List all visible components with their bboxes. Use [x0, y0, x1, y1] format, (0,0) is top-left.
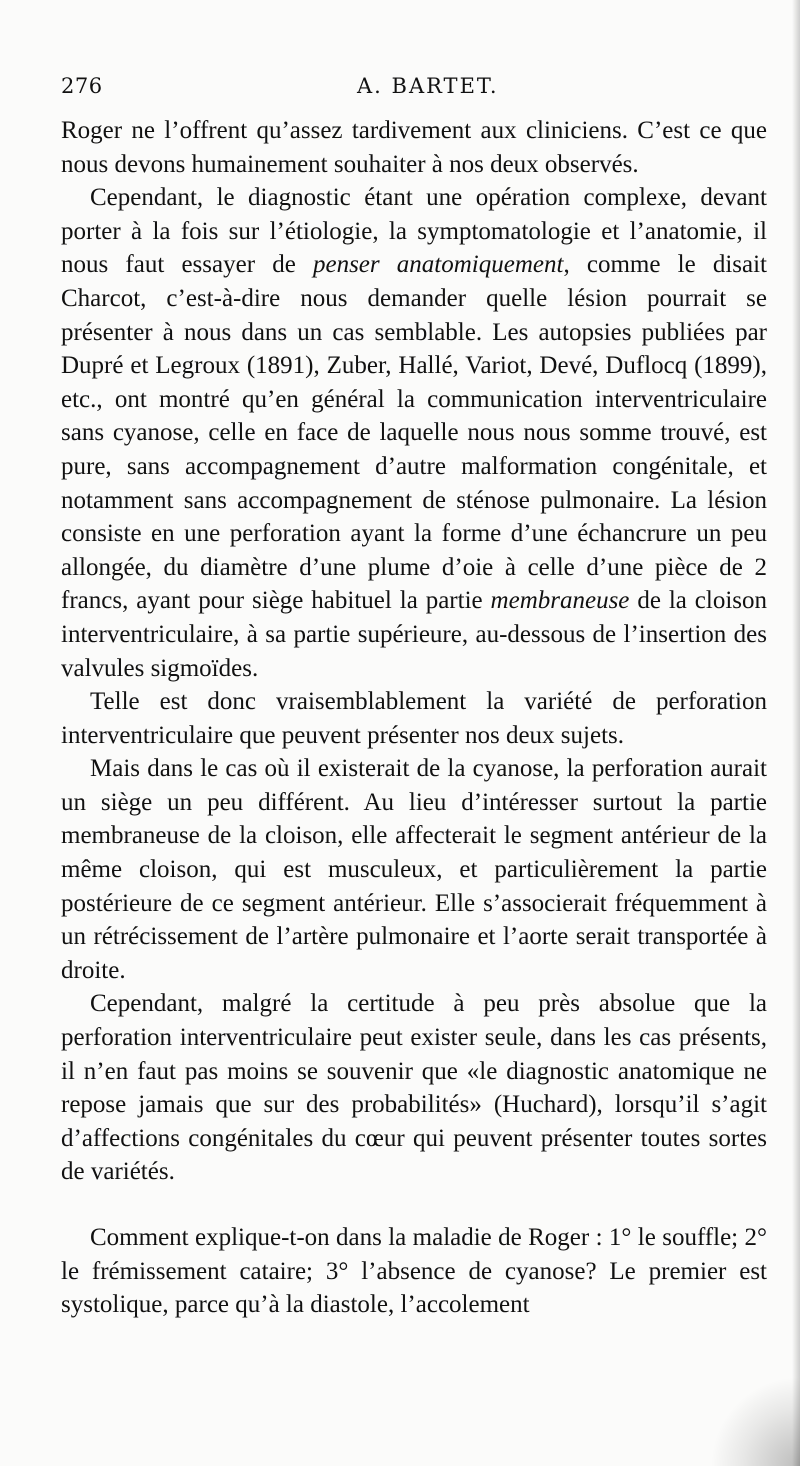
- page-header: [61, 74, 771, 106]
- paragraph-variety: Telle est donc vraisemblablement la variété de perforation interventriculaire que peuvent présenter nos deux sujets.: [61, 688, 767, 749]
- scan-speckle: [710, 1376, 800, 1466]
- paragraph-explanation: Comment explique-t-on dans la maladie de Roger : 1° le souffle; 2° le frémissement cataire; 3° l’absence de cyanose? Le premier est systolique, parce qu’à la diastole, l’accolement: [61, 1224, 767, 1319]
- paragraph-text: , comme le disait Charcot, c’est-à-dire nous demander quelle lésion pourrait se présenter à nous dans un cas semblable. Les autopsies publiées par Dupré et Legroux (1891), Zuber, Hallé, Variot, Devé, Duflocq (1899), etc., ont montré qu’en général la communication interventriculaire sans cyanose, celle en face de laquelle nous nous somme trouvé, est pure, sans accompagnement d’autre malformation congénitale, et notamment sans accompagnement de sténose pulmonaire. La lésion consiste en une perforation ayant la forme d’une échancrure un peu allongée, du diamètre d’une plume d’oie à celle d’une pièce de 2 francs, ayant pour siège habituel la partie: [61, 251, 767, 615]
- paragraph-text: Cependant, le diagnostic étant une opération complexe, devant porter à la fois sur l’étiologie, la symptomatologie et l’anatomie, il nous faut essayer de: [61, 184, 767, 279]
- body-text: [61, 114, 767, 1322]
- paragraph-diagnostic: [61, 181, 767, 685]
- paragraph-cyanosis: Mais dans le cas où il existerait de la cyanose, la perforation aurait un siège un peu différent. Au lieu d’intéresser surtout la partie membraneuse de la cloison, elle affecterait le segment antérieur de la même cloison, qui est musculeux, et particulièrement la partie postérieure de ce segment antérieur. Elle s’associerait fréquemment à un rétrécissement de l’artère pulmonaire et l’aorte serait transportée à droite.: [61, 755, 767, 984]
- paragraph-certainty: Cependant, malgré la certitude à peu près absolue que la perforation interventriculaire peut exister seule, dans les cas présents, il n’en faut pas moins se souvenir que «le diagnostic anatomique ne repose jamais que sur des probabilités» (Huchard), lorsqu’il s’agit d’affections congénitales du cœur qui peuvent présenter toutes sortes de variétés.: [61, 990, 767, 1186]
- paragraph-continued: Roger ne l’offrent qu’assez tardivement aux cliniciens. C’est ce que nous devons humainement souhaiter à nos deux observés.: [61, 117, 767, 178]
- page-number: 276: [61, 74, 103, 98]
- italic-phrase: penser anatomiquement: [312, 251, 564, 279]
- paragraph-text: de la cloison interventriculaire, à sa partie supérieure, au-dessous de l’insertion des valvules sigmoïdes.: [61, 587, 768, 682]
- italic-term: membraneuse: [490, 587, 630, 615]
- scan-shadow-edge: [792, 0, 800, 1466]
- running-head: A. BARTET.: [357, 74, 499, 98]
